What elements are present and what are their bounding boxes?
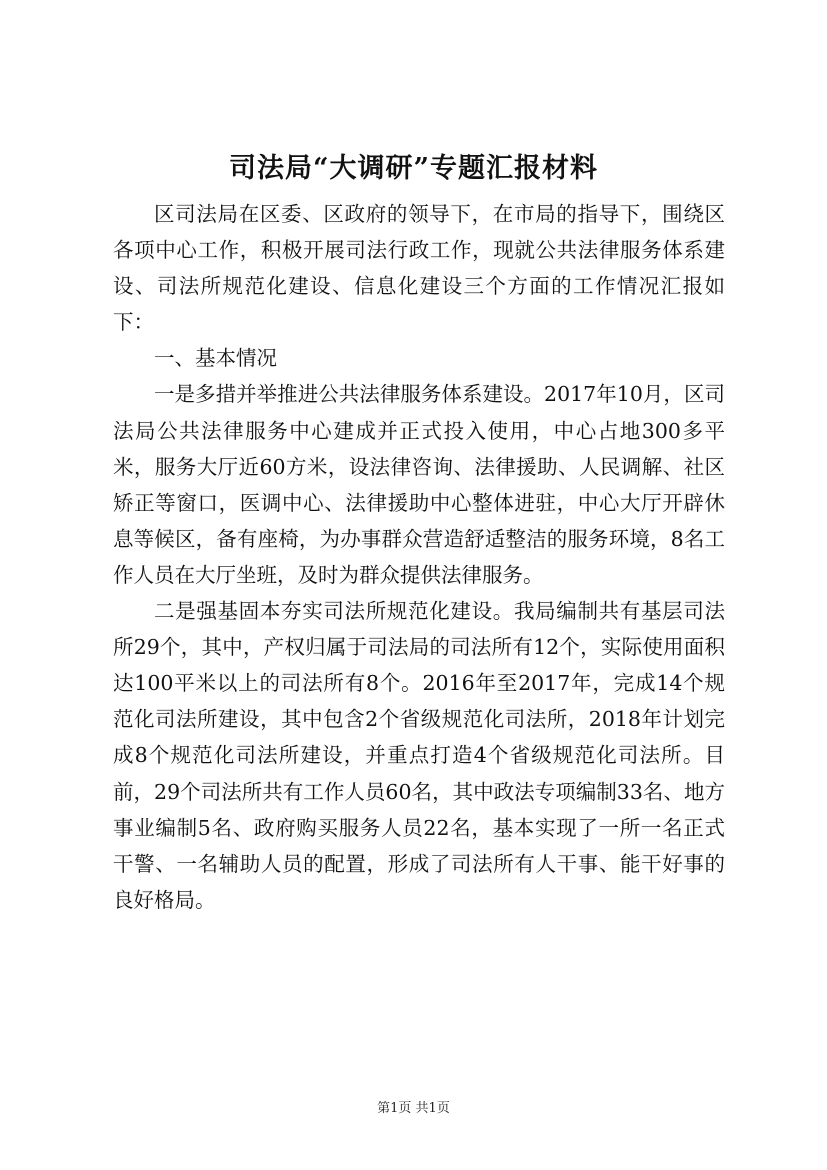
paragraph-public-legal-service: 一是多措并举推进公共法律服务体系建设。2017年10月，区司法局公共法律服务中心建成并正式投入使用，中心占地300多平米，服务大厅近60方米，设法律咨询、法律援助、人民调解、社区矫正等窗口，医调中心、法律援助中心整体进驻，中心大厅开辟休息等候区，备有座椅，为办事群众营造舒适整洁的服务环境，8名工作人员在大厅坐班，及时为群众提供法律服务。: [113, 382, 725, 587]
paragraph-judicial-office: 二是强基固本夯实司法所规范化建设。我局编制共有基层司法所29个，其中，产权归属于司法局的司法所有12个，实际使用面积达100平米以上的司法所有8个。2016年至2017年，完成14个规范化司法所建设，其中包含2个省级规范化司法所，2018年计划完成8个规范化司法所建设，并重点打造4个省级规范化司法所。目前，29个司法所共有工作人员60名，其中政法专项编制33名、地方事业编制5名、政府购买服务人员22名，基本实现了一所一名正式干警、一名辅助人员的配置，形成了司法所有人干事、能干好事的良好格局。: [113, 599, 725, 912]
section-heading: 一、基本情况: [154, 346, 277, 371]
page-number: 第1页 共1页: [377, 1101, 450, 1116]
document-body: [113, 196, 725, 918]
document-title: 司法局“大调研”专题汇报材料: [228, 153, 599, 184]
paragraph-intro: 区司法局在区委、区政府的领导下，在市局的指导下，围绕区各项中心工作，积极开展司法行政工作，现就公共法律服务体系建设、司法所规范化建设、信息化建设三个方面的工作情况汇报如下：: [113, 202, 725, 335]
